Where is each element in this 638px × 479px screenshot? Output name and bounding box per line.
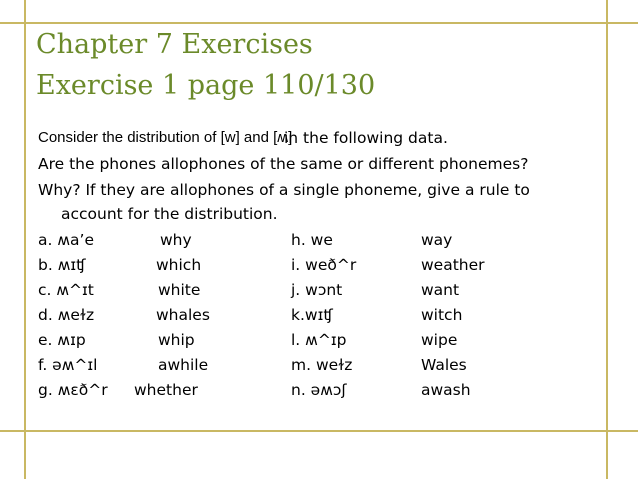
intro-line3: Why? If they are allophones of a single phoneme, give a rule to — [38, 181, 530, 199]
row-n-word: awash — [421, 381, 471, 399]
row-d-transcription: d. ʍeɫz — [38, 306, 95, 324]
row-l-transcription: l. ʍ^ɪp — [291, 331, 347, 349]
row-e-word: whip — [158, 331, 195, 349]
intro-line2: Are the phones allophones of the same or different phonemes? — [38, 155, 529, 173]
row-g-transcription: g. ʍɛð^r — [38, 381, 108, 399]
row-c-transcription: c. ʍ^ɪt — [38, 281, 94, 299]
slide-title-line2: Exercise 1 page 110/130 — [36, 70, 376, 101]
intro-line1-part2: in the following data. — [284, 129, 448, 147]
row-j-transcription: j. wɔnt — [291, 281, 343, 299]
row-h-transcription: h. we — [291, 231, 333, 249]
row-f-word: awhile — [158, 356, 209, 374]
row-i-word: weather — [421, 256, 485, 274]
row-d-word: whales — [156, 306, 210, 324]
row-g-word: whether — [134, 381, 198, 399]
row-f-transcription: f. əʍ^ɪl — [38, 356, 98, 374]
frame-line-bottom — [0, 430, 638, 432]
frame-line-right — [606, 0, 608, 479]
intro-line4: account for the distribution. — [61, 205, 278, 223]
row-k-transcription: k.wɪʧ — [291, 306, 333, 324]
row-e-transcription: e. ʍɪp — [38, 331, 86, 349]
row-m-transcription: m. weɫz — [291, 356, 353, 374]
row-m-word: Wales — [421, 356, 467, 374]
row-k-word: witch — [421, 306, 463, 324]
row-a-transcription: a. ʍa’e — [38, 231, 94, 249]
row-a-word: why — [160, 231, 192, 249]
row-c-word: white — [158, 281, 201, 299]
intro-line1-part1: Consider the distribution of [w] and [ʍ] — [38, 129, 293, 146]
frame-line-left — [24, 0, 26, 479]
row-b-word: which — [156, 256, 202, 274]
slide-title-line1: Chapter 7 Exercises — [36, 29, 313, 60]
row-l-word: wipe — [421, 331, 458, 349]
row-b-transcription: b. ʍɪʧ — [38, 256, 86, 274]
row-h-word: way — [421, 231, 453, 249]
row-j-word: want — [421, 281, 460, 299]
frame-line-top — [0, 22, 638, 24]
row-n-transcription: n. əʍɔʃ — [291, 381, 347, 399]
row-i-transcription: i. weð^r — [291, 256, 357, 274]
